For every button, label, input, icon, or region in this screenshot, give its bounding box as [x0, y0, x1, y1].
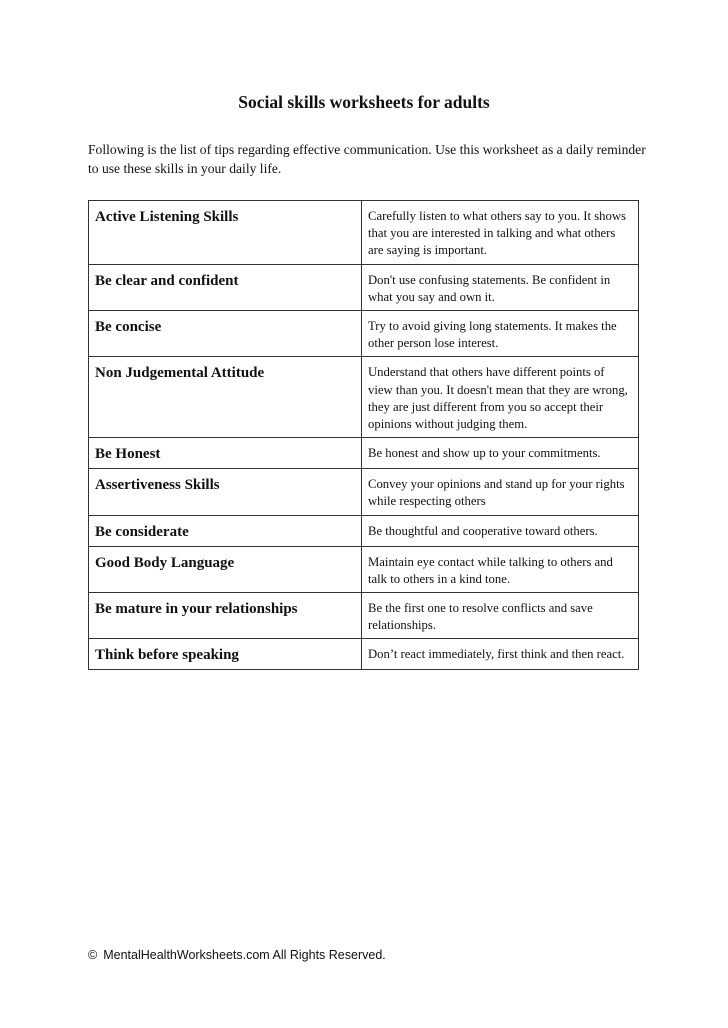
skill-name: Assertiveness Skills [89, 469, 362, 515]
intro-paragraph: Following is the list of tips regarding effective communication. Use this worksheet as a daily reminder to use these skills in your daily life. [88, 142, 646, 176]
page-title: Social skills worksheets for adults [238, 92, 490, 112]
skill-name: Active Listening Skills [89, 201, 362, 265]
table-row [89, 515, 639, 546]
skill-description: Don't use confusing statements. Be confident in what you say and own it. [362, 264, 639, 310]
table-row [89, 546, 639, 592]
footer [88, 948, 386, 962]
skill-description: Try to avoid giving long statements. It makes the other person lose interest. [362, 311, 639, 357]
table-row [89, 639, 639, 670]
footer-text: MentalHealthWorksheets.com All Rights Reserved. [103, 948, 386, 962]
skill-description: Convey your opinions and stand up for your rights while respecting others [362, 469, 639, 515]
skill-name: Be Honest [89, 438, 362, 469]
skill-name: Be clear and confident [89, 264, 362, 310]
skill-description: Maintain eye contact while talking to others and talk to others in a kind tone. [362, 546, 639, 592]
table-row [89, 264, 639, 310]
skill-description: Be the first one to resolve conflicts and save relationships. [362, 593, 639, 639]
table-row [89, 593, 639, 639]
table-row [89, 469, 639, 515]
table-row [89, 357, 639, 438]
skill-name: Be considerate [89, 515, 362, 546]
skill-description: Carefully listen to what others say to you. It shows that you are interested in talking and what others are saying is important. [362, 201, 639, 265]
table-row [89, 438, 639, 469]
skill-name: Be mature in your relationships [89, 593, 362, 639]
table-row [89, 311, 639, 357]
tips-table [88, 200, 639, 670]
skill-name: Be concise [89, 311, 362, 357]
skill-name: Good Body Language [89, 546, 362, 592]
skill-name: Non Judgemental Attitude [89, 357, 362, 438]
skill-description: Understand that others have different points of view than you. It doesn't mean that they are wrong, they are just different from you so accept their opinions without judging them. [362, 357, 639, 438]
table-row [89, 201, 639, 265]
skill-description: Be honest and show up to your commitments. [362, 438, 639, 469]
copyright-icon: © [88, 948, 98, 962]
skill-description: Be thoughtful and cooperative toward others. [362, 515, 639, 546]
skill-description: Don’t react immediately, first think and then react. [362, 639, 639, 670]
skill-name: Think before speaking [89, 639, 362, 670]
